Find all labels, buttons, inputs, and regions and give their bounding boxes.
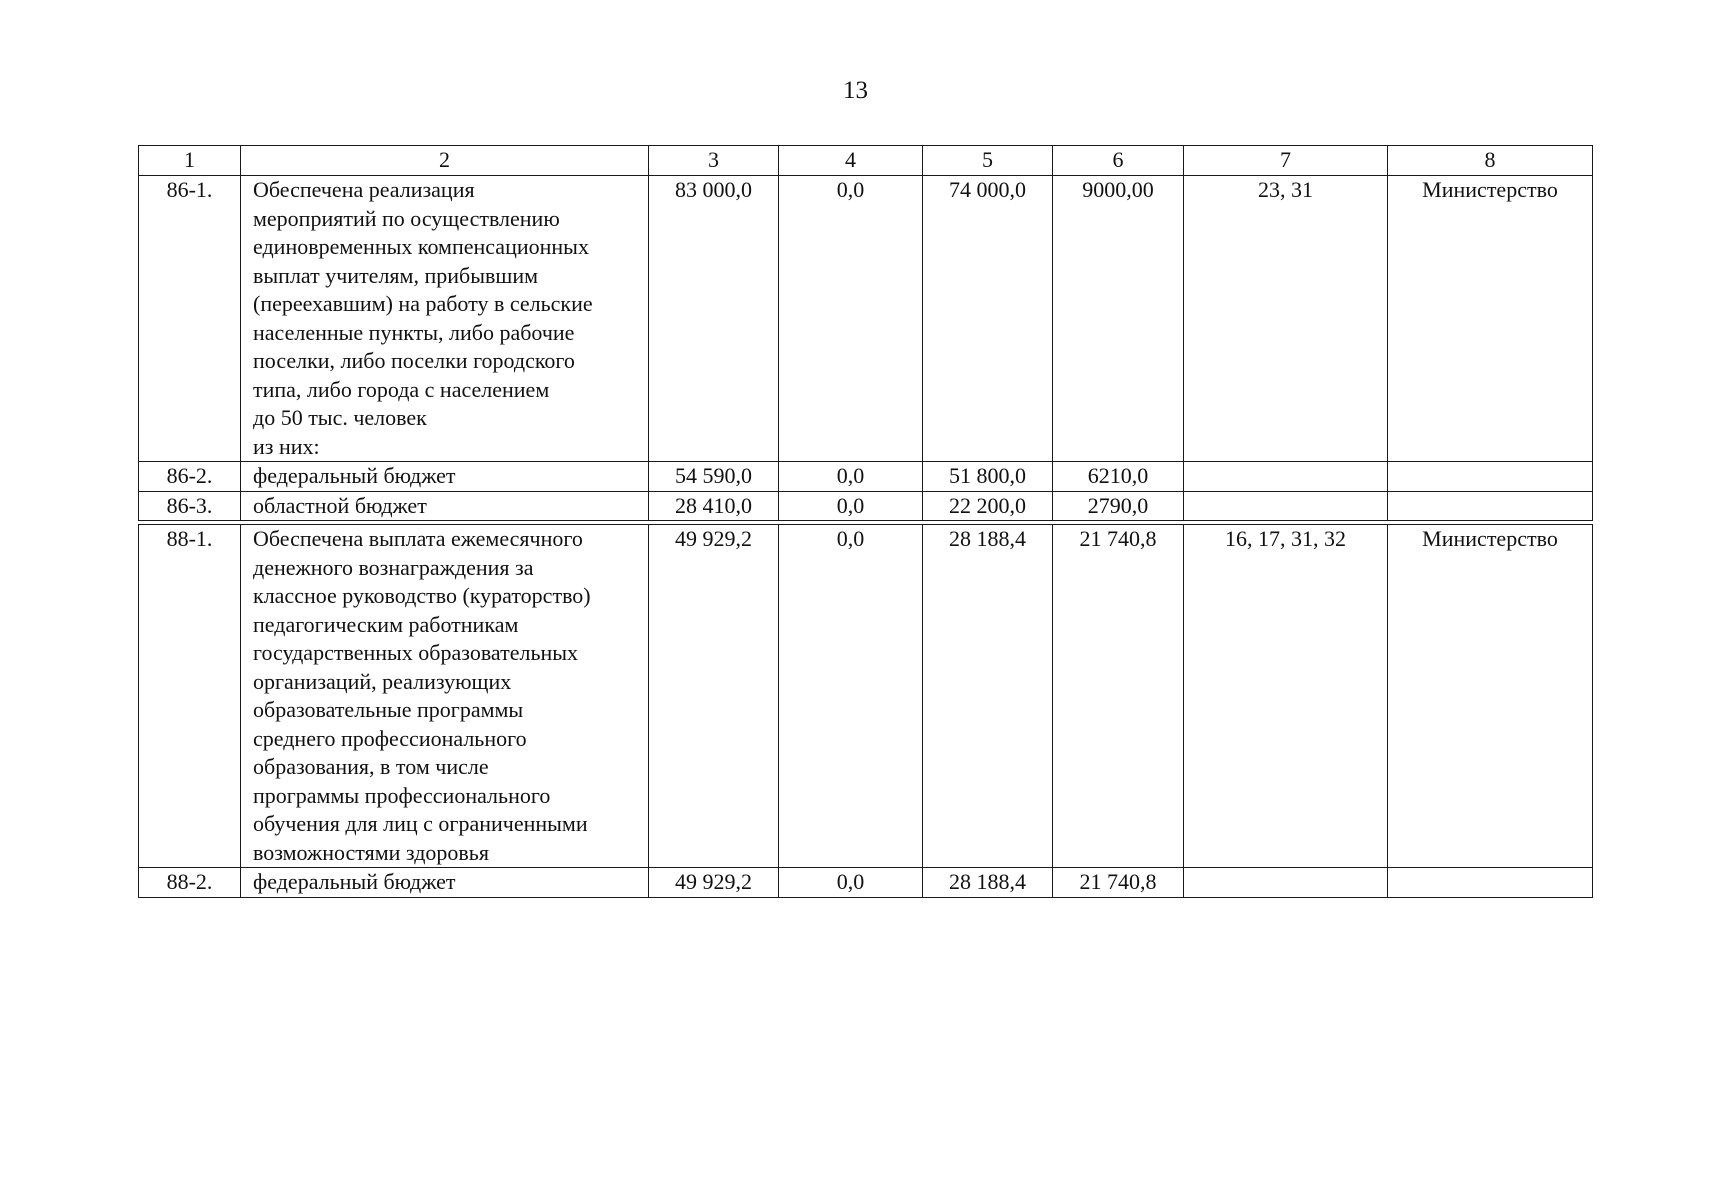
table-row-main	[139, 176, 1593, 462]
value-col-3: 28 410,0	[649, 491, 779, 521]
value-col-6: 21 740,8	[1053, 525, 1184, 868]
page-number: 13	[843, 77, 868, 104]
value-col-5: 74 000,0	[923, 176, 1053, 462]
row-number: 86-1.	[139, 176, 241, 462]
description-line: денежного вознаграждения за	[253, 554, 534, 580]
description-line: программы профессионального	[253, 782, 551, 808]
value-col-4: 0,0	[779, 462, 923, 492]
description-line: педагогическим работникам	[253, 611, 519, 637]
description-line: возможностями здоровья	[253, 839, 489, 865]
description-line: организаций, реализующих	[253, 668, 512, 694]
description-line: образовательные программы	[253, 697, 524, 722]
description-line: среднего профессионального	[253, 725, 527, 751]
program-table-wrapper	[138, 145, 1592, 898]
program-table	[138, 145, 1593, 898]
value-col-8	[1388, 462, 1593, 492]
description-line: населенные пункты, либо рабочие	[253, 319, 575, 345]
column-header: 5	[923, 146, 1053, 176]
column-header: 3	[649, 146, 779, 176]
value-col-4: 0,0	[779, 525, 923, 868]
row-number: 88-1.	[139, 525, 241, 868]
value-col-3: 83 000,0	[649, 176, 779, 462]
column-header: 8	[1388, 146, 1593, 176]
description-line: из них:	[253, 433, 320, 459]
description-line: образования, в том числе	[253, 754, 489, 779]
value-col-8: Министерство	[1388, 525, 1593, 868]
value-col-8: Министерство	[1388, 176, 1593, 462]
value-col-5: 51 800,0	[923, 462, 1053, 492]
value-col-4: 0,0	[779, 868, 923, 898]
value-col-4: 0,0	[779, 491, 923, 521]
description-line: классное руководство (кураторство)	[253, 583, 591, 608]
value-col-7	[1184, 868, 1388, 898]
description-line: мероприятий по осуществлению	[253, 205, 560, 231]
table-header-row	[139, 146, 1593, 176]
description-line: единовременных компенсационных	[253, 234, 589, 259]
row-number: 86-2.	[139, 462, 241, 492]
row-description: федеральный бюджет	[241, 868, 649, 898]
row-number: 86-3.	[139, 491, 241, 521]
value-col-6: 9000,00	[1053, 176, 1184, 462]
value-col-7: 23, 31	[1184, 176, 1388, 462]
row-number: 88-2.	[139, 868, 241, 898]
value-col-4: 0,0	[779, 176, 923, 462]
value-col-6: 21 740,8	[1053, 868, 1184, 898]
value-col-6: 2790,0	[1053, 491, 1184, 521]
column-header: 4	[779, 146, 923, 176]
column-header: 7	[1184, 146, 1388, 176]
value-col-7	[1184, 462, 1388, 492]
value-col-8	[1388, 868, 1593, 898]
value-col-3: 49 929,2	[649, 868, 779, 898]
table-row-sub	[139, 868, 1593, 898]
value-col-5: 22 200,0	[923, 491, 1053, 521]
description-line: (переехавшим) на работу в сельские	[253, 291, 593, 316]
table-row-sub	[139, 462, 1593, 492]
description-line: Обеспечена выплата ежемесячного	[253, 526, 583, 551]
value-col-8	[1388, 491, 1593, 521]
description-line: типа, либо города с населением	[253, 376, 550, 402]
row-description: федеральный бюджет	[241, 462, 649, 492]
value-col-3: 49 929,2	[649, 525, 779, 868]
table-row-sub	[139, 491, 1593, 521]
column-header: 6	[1053, 146, 1184, 176]
value-col-5: 28 188,4	[923, 868, 1053, 898]
description-line: до 50 тыс. человек	[253, 405, 427, 430]
description-line: государственных образовательных	[253, 640, 579, 665]
row-description: областной бюджет	[241, 491, 649, 521]
column-header: 1	[139, 146, 241, 176]
column-header: 2	[241, 146, 649, 176]
description-line: выплат учителям, прибывшим	[253, 262, 539, 288]
row-description	[241, 176, 649, 462]
value-col-3: 54 590,0	[649, 462, 779, 492]
value-col-6: 6210,0	[1053, 462, 1184, 492]
row-description	[241, 525, 649, 868]
description-line: обучения для лиц с ограниченными	[253, 811, 588, 836]
description-line: Обеспечена реализация	[253, 177, 475, 202]
table-row-main	[139, 525, 1593, 868]
value-col-7: 16, 17, 31, 32	[1184, 525, 1388, 868]
value-col-7	[1184, 491, 1388, 521]
description-line: поселки, либо поселки городского	[253, 348, 575, 373]
value-col-5: 28 188,4	[923, 525, 1053, 868]
